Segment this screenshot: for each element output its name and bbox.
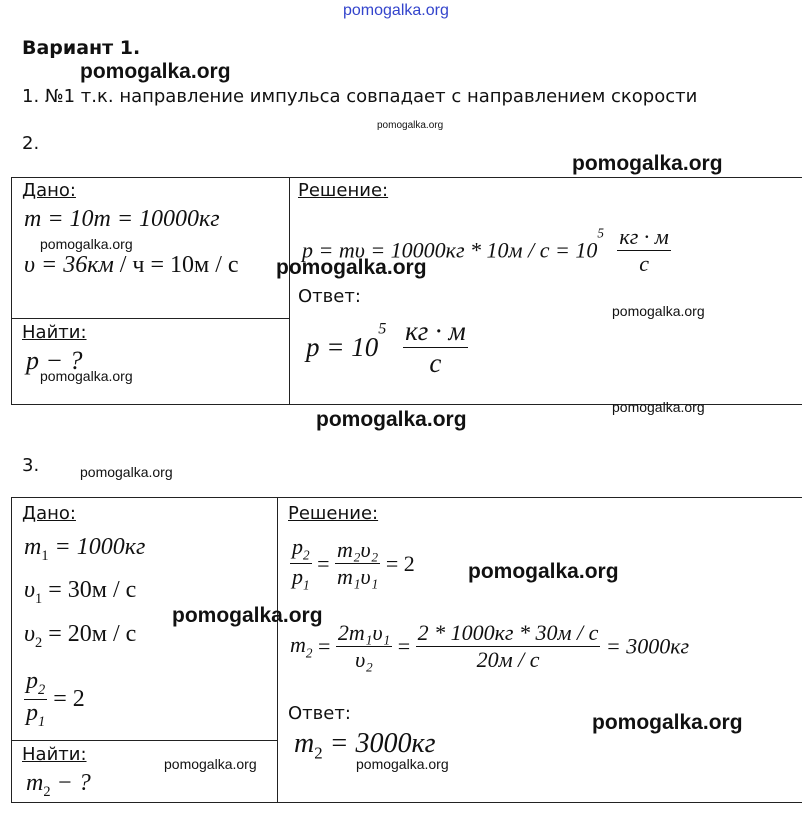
ratio-value: = 2: [47, 685, 85, 712]
fraction-denominator: $p_1$: [26, 699, 46, 730]
fraction-numerator: m₂υ₂: [337, 537, 379, 563]
value: = 30м / с: [42, 577, 137, 603]
fraction-numerator: $p_2$: [26, 668, 46, 698]
watermark: pomogalka.org: [316, 408, 467, 431]
fraction-numerator: $p_2$: [292, 534, 310, 563]
fraction-denominator: υ₂: [355, 647, 373, 672]
watermark: pomogalka.org: [468, 560, 619, 583]
answer-text: p = 10: [306, 332, 379, 362]
fraction-denominator: с: [429, 348, 442, 378]
eq2-result: = 3000кг: [600, 633, 690, 659]
solution-exponent: 5: [597, 225, 604, 241]
solution-text: p = mυ = 10000кг * 10м / с = 10: [302, 237, 598, 263]
task-2-given-velocity: [24, 250, 239, 279]
task-3-answer-label: Ответ:: [288, 703, 351, 724]
rhs-fraction: [335, 537, 380, 590]
task-3-given-header: Дано:: [22, 503, 76, 524]
watermark: pomogalka.org: [612, 303, 705, 319]
task-3-given-v1: [24, 575, 136, 608]
task-3-solution-header: Решение:: [288, 503, 379, 524]
symbol: m: [294, 728, 315, 759]
watermark: pomogalka.org: [572, 152, 723, 175]
lhs-symbol: $m_2$: [290, 631, 313, 661]
task-2-solution-header: Решение:: [298, 180, 389, 201]
fraction-denominator: с: [639, 251, 650, 276]
fraction-denominator: 20м / с: [476, 647, 540, 672]
watermark: pomogalka.org: [592, 711, 743, 734]
velocity-ms: / ч = 10м / с: [113, 252, 239, 278]
symbol: υ: [24, 621, 36, 647]
task-2-given-mass: m = 10т = 10000кг: [24, 206, 220, 232]
answer-unit-fraction: [403, 316, 468, 379]
watermark-top: pomogalka.org: [343, 2, 449, 19]
subscript: 1: [35, 590, 43, 607]
task-2-find-value: p − ?: [26, 346, 83, 375]
task-2-given-header: Дано:: [22, 180, 76, 201]
watermark: pomogalka.org: [172, 604, 323, 627]
answer-exponent: 5: [378, 319, 387, 338]
task-2-find-header: Найти:: [22, 322, 87, 343]
ratio-fraction: [24, 668, 47, 731]
question-2-label: 2.: [22, 133, 40, 154]
watermark: pomogalka.org: [80, 464, 173, 480]
task-3-find-header: Найти:: [22, 744, 87, 765]
subscript: 2: [314, 743, 323, 763]
solution-unit-fraction: [617, 224, 670, 277]
fraction-denominator: $p_1$: [292, 564, 310, 593]
task-2-solution-formula: [302, 224, 671, 277]
task-2-answer-label: Ответ:: [298, 286, 361, 307]
page-title: Вариант 1.: [22, 37, 141, 59]
symbol: m: [24, 534, 42, 560]
fraction-numerator: 2m₁υ₁: [337, 620, 391, 645]
task-2-answer-formula: [306, 316, 468, 379]
fraction-denominator: m₁υ₁: [337, 564, 379, 590]
watermark: pomogalka.org: [40, 236, 133, 252]
value: = 1000кг: [48, 534, 146, 560]
fraction-1: [336, 620, 392, 673]
symbol: υ: [24, 577, 36, 603]
watermark: pomogalka.org: [80, 60, 231, 83]
task-3-given-v2: [24, 619, 136, 652]
symbol: m: [26, 770, 44, 796]
watermark: pomogalka.org: [356, 756, 449, 772]
question-3-label: 3.: [22, 455, 40, 476]
value: = 20м / с: [42, 621, 137, 647]
watermark: pomogalka.org: [164, 756, 257, 772]
fraction-numerator: кг · м: [619, 224, 669, 249]
value: = 3000кг: [322, 728, 436, 759]
fraction-numerator: 2 * 1000кг * 30м / с: [417, 620, 599, 645]
task-3-given-ratio: [24, 668, 85, 731]
subscript: 1: [41, 547, 49, 564]
task-3-solution-eq2: $m_2$ = $\frac{\text{2m₁υ₁}}{\text{υ₂}}$ = $\frac{2 * 1000кг * 30м / с}{20м / с}$ = 3000кг: [290, 620, 690, 672]
subscript: 2: [43, 783, 51, 800]
velocity-kmh: υ = 36км: [24, 252, 114, 278]
watermark: pomogalka.org: [377, 120, 444, 131]
task-3-find-value: [26, 768, 91, 801]
lhs-fraction: [290, 534, 312, 594]
eq1-value: = 2: [380, 550, 415, 576]
subscript: 2: [35, 634, 43, 651]
watermark: pomogalka.org: [612, 399, 705, 415]
watermark: pomogalka.org: [40, 368, 133, 384]
watermark: pomogalka.org: [276, 256, 427, 279]
task-3-solution-eq1: $\frac{p_2}{p_1}$ = $\frac{\text{m₂υ₂}}{\text{m₁υ₁}}$ = 2: [292, 534, 415, 593]
fraction-numerator: кг · м: [405, 316, 466, 346]
question-1-text: 1. №1 т.к. направление импульса совпадает с направлением скорости: [22, 86, 698, 107]
fraction-2: [416, 620, 601, 673]
value: − ?: [50, 770, 91, 796]
task-3-given-m1: [24, 532, 145, 565]
